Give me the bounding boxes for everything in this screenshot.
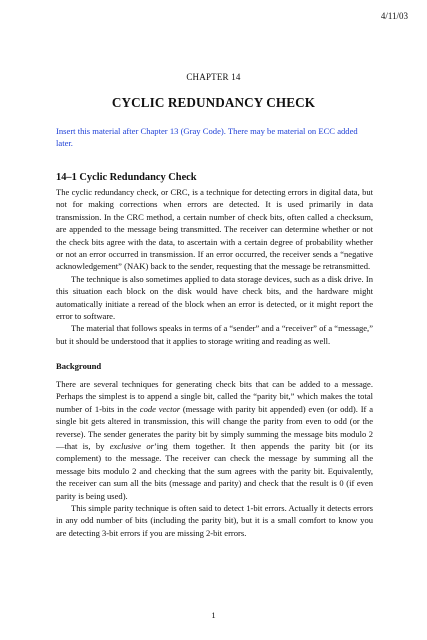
background-heading: Background	[56, 361, 102, 371]
section-body	[56, 186, 373, 347]
background-body	[56, 378, 373, 539]
background-text-c: ’ing them together. It then appends the parity bit (or its complement) to the message. The receiver can check the message by summing all the message bits modulo 2 and checking that the sum agrees with the parity bit. Equivalently, the receiver can sum all the bits (message and parity) and check that the result is 0 (if even parity is being used).	[56, 441, 373, 501]
code-vector-term: code vector	[139, 403, 181, 414]
section-paragraph-1: The cyclic redundancy check, or CRC, is a technique for detecting errors in digital data, but not for making corrections when errors are detected. It is used primarily in data transmission. In the CRC method, a certain number of check bits, often called a checksum, are appended to the message being transmitted. The receiver can determine whether or not the check bits agree with the data, to ascertain with a certain degree of probability whether or not an error occurred in transmission. If an error occurred, the receiver sends a “negative acknowledgement” (NAK) back to the sender, requesting that the message be retransmitted.	[56, 187, 373, 272]
background-paragraph-1	[56, 378, 373, 502]
insertion-note: Insert this material after Chapter 13 (Gray Code). There may be material on ECC added later.	[56, 126, 358, 149]
section-paragraph-3: The material that follows speaks in terms of a “sender” and a “receiver” of a “message,” but it should be understood that it applies to storage writing and reading as well.	[56, 323, 373, 346]
section-heading: 14–1 Cyclic Redundancy Check	[56, 172, 197, 183]
chapter-title: CYCLIC REDUNDANCY CHECK	[111, 95, 316, 110]
background-paragraph-2: This simple parity technique is often said to detect 1-bit errors. Actually it detects errors in any odd number of bits (including the parity bit), but it is a small comfort to know you are detecting 3-bit errors if you are missing 2-bit errors.	[56, 503, 373, 538]
chapter-label: CHAPTER 14	[186, 72, 241, 82]
section-paragraph-2: The technique is also sometimes applied to data storage devices, such as a disk drive. In this situation each block on the disk would have check bits, and the hardware might automatically initiate a reread of the block when an error is detected, or it might report the error to software.	[56, 273, 373, 322]
exclusive-or-term: exclusive or	[109, 441, 154, 452]
background-text-b: (message with parity bit appended) even (or odd). If a single bit gets altered in transmission, this will change the parity from even to odd (or the reverse). The sender generates the parity bit by simply summing the message bits modulo 2—that is, by	[56, 403, 373, 452]
page-number: 1	[211, 610, 216, 620]
background-text-a: There are several techniques for generating check bits that can be added to a message. Perhaps the simplest is to append a single bit, called the “parity bit,” which makes the total number of 1-bits in the	[56, 379, 373, 414]
page-date: 4/11/03	[380, 11, 408, 21]
